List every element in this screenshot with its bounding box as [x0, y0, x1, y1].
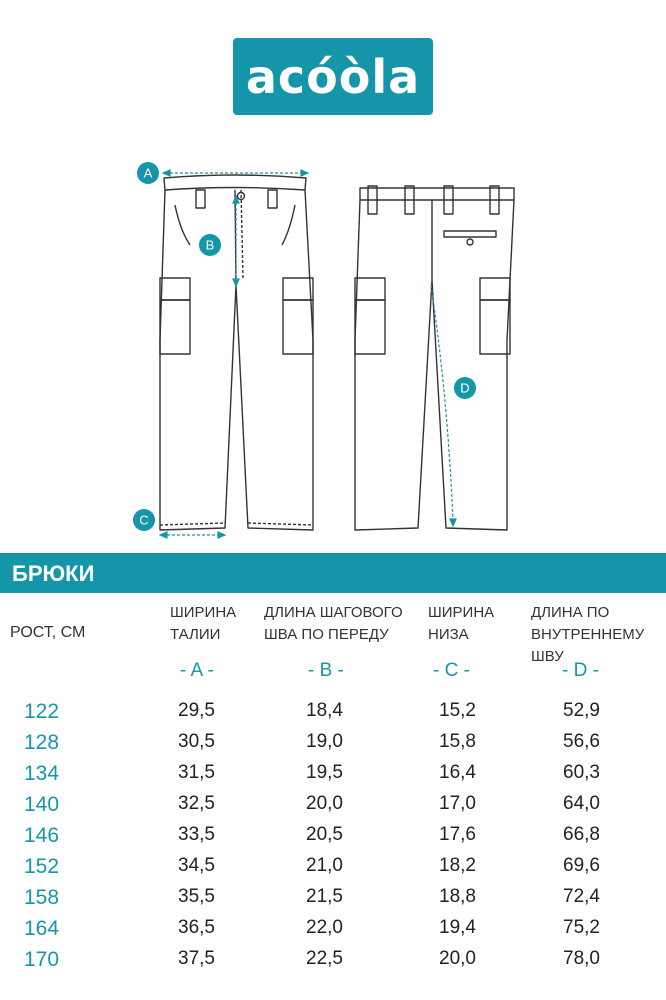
svg-text:C: C: [139, 512, 149, 528]
height-value: 152: [24, 855, 60, 878]
waist-value: 37,5: [178, 948, 215, 969]
waist-width-header: ШИРИНА ТАЛИИ: [170, 604, 237, 643]
inseam-value: 69,6: [563, 855, 600, 876]
diagram-label-d: [454, 377, 476, 399]
waist-value: 29,5: [178, 700, 215, 721]
table-row: [0, 855, 666, 886]
diagram-label-a: [137, 162, 159, 184]
inseam-value: 72,4: [563, 886, 600, 907]
hem-width-value: 18,8: [439, 886, 476, 907]
hem-width-value: 18,2: [439, 855, 476, 876]
front-rise-value: 21,0: [306, 855, 343, 876]
inseam-value: 52,9: [563, 700, 600, 721]
hem-width-value: 17,0: [439, 793, 476, 814]
svg-text:B: B: [205, 237, 215, 253]
table-row: [0, 886, 666, 917]
front-rise-value: 20,0: [306, 793, 343, 814]
front-rise-value: 19,0: [306, 731, 343, 752]
hem-width-value: 19,4: [439, 917, 476, 938]
waist-value: 30,5: [178, 731, 215, 752]
inseam-value: 75,2: [563, 917, 600, 938]
front-rise-value: 21,5: [306, 886, 343, 907]
hem-width-value: 15,2: [439, 700, 476, 721]
table-row: [0, 824, 666, 855]
height-value: 128: [24, 731, 60, 754]
table-row: [0, 731, 666, 762]
column-letter-b: - B -: [308, 660, 344, 681]
table-row: [0, 917, 666, 948]
table-row: [0, 762, 666, 793]
waist-value: 32,5: [178, 793, 215, 814]
column-letter-a: - A -: [180, 660, 214, 681]
height-value: 158: [24, 886, 60, 909]
front-rise-value: 20,5: [306, 824, 343, 845]
table-row: [0, 948, 666, 979]
front-rise-value: 22,0: [306, 917, 343, 938]
height-column-header: РОСТ, СМ: [10, 624, 86, 641]
inseam-value: 66,8: [563, 824, 600, 845]
inseam-value: 60,3: [563, 762, 600, 783]
waist-value: 35,5: [178, 886, 215, 907]
svg-text:A: A: [143, 165, 153, 181]
hem-width-value: 15,8: [439, 731, 476, 752]
table-row: [0, 793, 666, 824]
height-value: 170: [24, 948, 60, 971]
height-value: 122: [24, 700, 60, 723]
hem-width-header: ШИРИНА НИЗА: [428, 604, 495, 643]
section-banner: [0, 553, 666, 593]
height-value: 146: [24, 824, 60, 847]
height-value: 164: [24, 917, 60, 940]
diagram-label-c: [133, 509, 155, 531]
waist-value: 36,5: [178, 917, 215, 938]
trousers-diagram: [0, 150, 666, 550]
inseam-value: 78,0: [563, 948, 600, 969]
trousers-back-view: [355, 186, 514, 530]
waist-value: 34,5: [178, 855, 215, 876]
hem-width-value: 16,4: [439, 762, 476, 783]
column-letter-d: - D -: [562, 660, 599, 681]
column-letter-c: - C -: [433, 660, 470, 681]
front-rise-header: ДЛИНА ШАГОВОГО ШВА ПО ПЕРЕДУ: [264, 604, 403, 643]
diagram-label-b: [199, 234, 221, 256]
hem-width-value: 17,6: [439, 824, 476, 845]
inseam-value: 64,0: [563, 793, 600, 814]
hem-width-value: 20,0: [439, 948, 476, 969]
brand-logo: [233, 38, 433, 115]
section-title: БРЮКИ: [12, 561, 95, 586]
waist-value: 33,5: [178, 824, 215, 845]
inseam-length-header: ДЛИНА ПО ВНУТРЕННЕМУ ШВУ: [531, 604, 645, 665]
brand-logo-text: acóòla: [245, 49, 421, 104]
front-rise-value: 22,5: [306, 948, 343, 969]
front-rise-value: 18,4: [306, 700, 343, 721]
height-value: 134: [24, 762, 60, 785]
svg-text:D: D: [460, 380, 470, 396]
inseam-value: 56,6: [563, 731, 600, 752]
height-value: 140: [24, 793, 60, 816]
table-row: [0, 700, 666, 731]
waist-value: 31,5: [178, 762, 215, 783]
front-rise-value: 19,5: [306, 762, 343, 783]
